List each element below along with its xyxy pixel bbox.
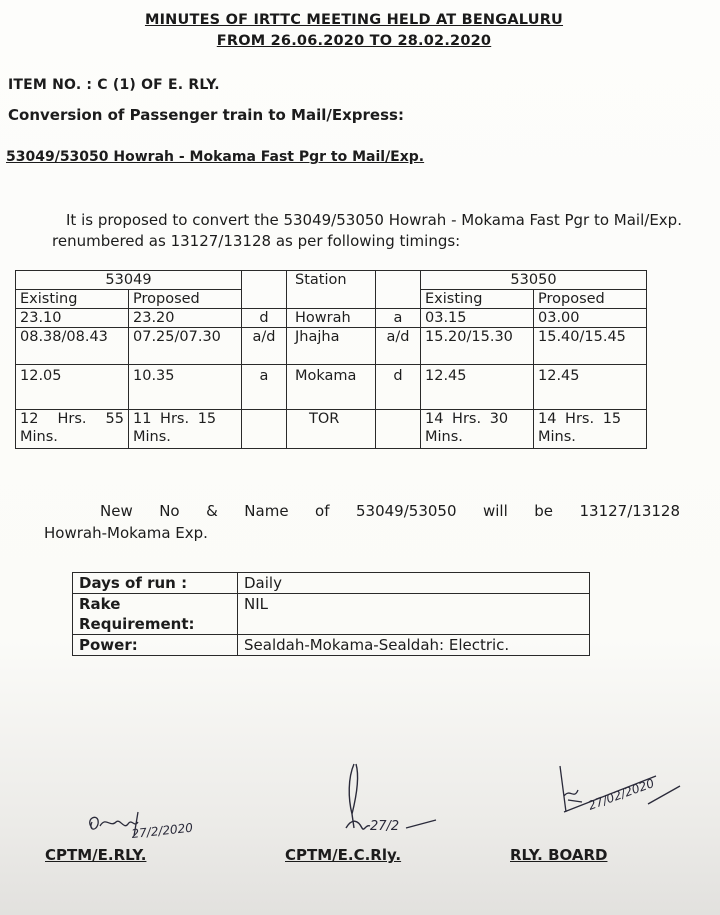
blank-cell xyxy=(242,271,287,309)
info-row xyxy=(73,573,590,594)
dn-tor-proposed: 11 Hrs. 15 Mins. xyxy=(129,410,242,449)
info-table xyxy=(72,572,590,656)
train-subject: 53049/53050 Howrah - Mokama Fast Pgr to Mail/Exp. xyxy=(6,149,425,165)
dn-tor-existing: 12 Hrs. 55 Mins. xyxy=(16,410,129,449)
document-date-range: FROM 26.06.2020 TO 28.02.2020 xyxy=(216,33,492,49)
table-row xyxy=(16,365,647,410)
up-arr-dep: a/d xyxy=(376,328,421,365)
signatory-cptm-ec-rly: CPTM/E.C.Rly. xyxy=(285,846,402,864)
sub-proposed: Proposed xyxy=(534,290,647,309)
new-number-line1: New No & Name of 53049/53050 will be 13127/13128 xyxy=(100,502,680,520)
up-existing: 15.20/15.30 xyxy=(421,328,534,365)
station-tor: TOR xyxy=(287,410,376,449)
up-existing: 03.15 xyxy=(421,309,534,328)
table-row xyxy=(16,328,647,365)
dn-arr-dep: a/d xyxy=(242,328,287,365)
signatory-rly-board: RLY. BOARD xyxy=(510,846,608,864)
dn-arr-dep: d xyxy=(242,309,287,328)
document-title: MINUTES OF IRTTC MEETING HELD AT BENGALURU xyxy=(144,12,564,28)
new-number-line2: Howrah-Mokama Exp. xyxy=(44,524,208,542)
info-row xyxy=(73,594,590,635)
up-proposed: 12.45 xyxy=(534,365,647,410)
new-number-paragraph xyxy=(44,500,680,544)
signature-cptm-ec-rly xyxy=(340,758,460,842)
subject-heading: Conversion of Passenger train to Mail/Express: xyxy=(8,106,404,124)
header-train-53049: 53049 xyxy=(16,271,242,290)
info-label: Days of run : xyxy=(73,573,238,594)
sub-existing: Existing xyxy=(421,290,534,309)
station: Howrah xyxy=(287,309,376,328)
dn-proposed: 10.35 xyxy=(129,365,242,410)
signature-date: 27/2/2020 xyxy=(130,820,194,841)
table-row xyxy=(16,309,647,328)
dn-existing: 12.05 xyxy=(16,365,129,410)
info-label: Power: xyxy=(73,635,238,656)
dn-arr-dep: a xyxy=(242,365,287,410)
signature-rly-board xyxy=(556,760,696,820)
info-label: Rake Requirement: xyxy=(73,594,238,635)
info-value: Sealdah-Mokama-Sealdah: Electric. xyxy=(238,635,590,656)
header-station: Station xyxy=(287,271,376,309)
header-train-53050: 53050 xyxy=(421,271,647,290)
dn-existing: 23.10 xyxy=(16,309,129,328)
up-arr-dep: a xyxy=(376,309,421,328)
sub-proposed: Proposed xyxy=(129,290,242,309)
up-existing: 12.45 xyxy=(421,365,534,410)
station: Jhajha xyxy=(287,328,376,365)
up-proposed: 03.00 xyxy=(534,309,647,328)
info-value: NIL xyxy=(238,594,590,635)
up-tor-existing: 14 Hrs. 30 Mins. xyxy=(421,410,534,449)
station: Mokama xyxy=(287,365,376,410)
info-value: Daily xyxy=(238,573,590,594)
signature-date: 27/02/2020 xyxy=(586,776,657,813)
item-number: ITEM NO. : C (1) OF E. RLY. xyxy=(8,77,220,93)
up-tor-proposed: 14 Hrs. 15 Mins. xyxy=(534,410,647,449)
proposal-paragraph xyxy=(52,210,692,252)
table-row xyxy=(16,410,647,449)
timing-table xyxy=(15,270,647,449)
proposal-text: It is proposed to convert the 53049/53050 Howrah - Mokama Fast Pgr to Mail/Exp. renumbered as 13127/13128 as per following timings: xyxy=(52,211,682,250)
up-arr-dep xyxy=(376,410,421,449)
signature-cptm-e-rly xyxy=(82,808,202,848)
blank-cell xyxy=(376,271,421,309)
info-row xyxy=(73,635,590,656)
dn-proposed: 23.20 xyxy=(129,309,242,328)
dn-existing: 08.38/08.43 xyxy=(16,328,129,365)
dn-arr-dep xyxy=(242,410,287,449)
sub-existing: Existing xyxy=(16,290,129,309)
timing-header-row xyxy=(16,271,647,290)
dn-proposed: 07.25/07.30 xyxy=(129,328,242,365)
signatory-cptm-e-rly: CPTM/E.RLY. xyxy=(45,846,147,864)
up-proposed: 15.40/15.45 xyxy=(534,328,647,365)
signature-date: 27/2 xyxy=(370,819,400,834)
up-arr-dep: d xyxy=(376,365,421,410)
